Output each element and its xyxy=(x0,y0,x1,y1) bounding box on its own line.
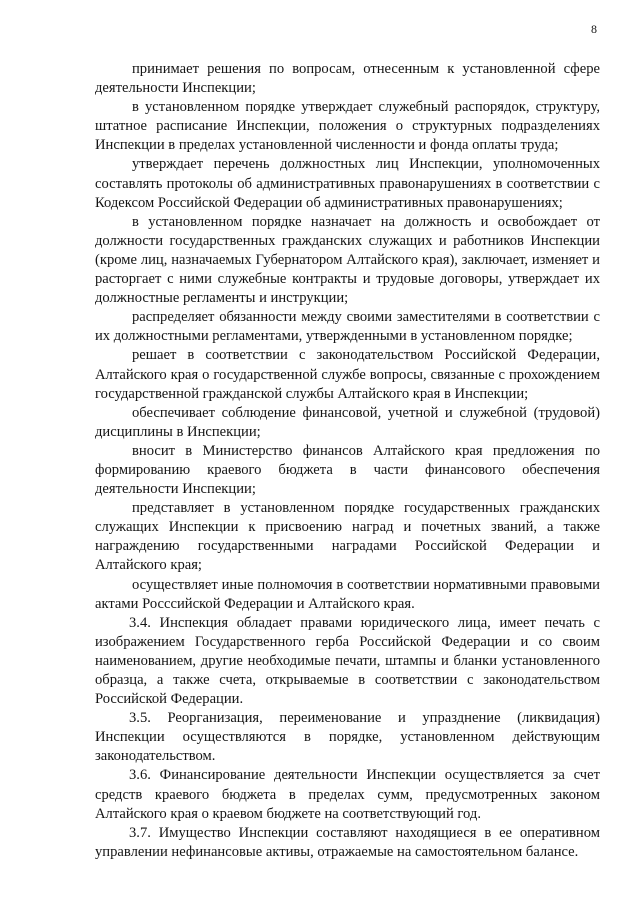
paragraph-3-7-property: 3.7. Имущество Инспекции составляют находящиеся в ее оперативном управлении нефинансовые активы, отражаемые на самостоятельном балансе. xyxy=(95,824,600,860)
paragraph-staff-schedule: в установленном порядке утверждает служебный распорядок, структуру, штатное расписание Инспекции, положения о структурных подразделениях Инспекции в пределах установленной численности и фонда оплаты труда; xyxy=(95,99,600,154)
document-body xyxy=(95,60,600,862)
paragraph-other-powers: осуществляет иные полномочия в соответствии нормативными правовыми актами Росссийской Федерации и Алтайского края. xyxy=(95,576,600,612)
paragraph-3-5-reorganization: 3.5. Реорганизация, переименование и упразднение (ликвидация) Инспекции осуществляются в порядке, установленном действующим законодательством. xyxy=(95,710,600,765)
paragraph-awards: представляет в установленном порядке государственных гражданских служащих Инспекции к присвоению наград и почетных званий, а также награждению государственными наградами Российской Федерации и Алтайского края; xyxy=(95,500,600,574)
paragraph-discipline: обеспечивает соблюдение финансовой, учетной и служебной (трудовой) дисциплины в Инспекции; xyxy=(95,404,600,440)
paragraph-3-6-financing: 3.6. Финансирование деятельности Инспекции осуществляется за счет средств краевого бюджета в пределах сумм, предусмотренных законом Алтайского края о краевом бюджете на соответствующий год. xyxy=(95,767,600,822)
paragraph-3-4-legal-entity: 3.4. Инспекция обладает правами юридического лица, имеет печать с изображением Государственного герба Российской Федерации и со своим наименованием, другие необходимые печати, штампы и бланки установленного образца, а также счета, открываемые в соответствии с законодательством Российской Федерации. xyxy=(95,614,600,708)
paragraph-decisions: принимает решения по вопросам, отнесенным к установленной сфере деятельности Инспекции; xyxy=(95,61,600,97)
paragraph-deputy-duties: распределяет обязанности между своими заместителями в соответствии с их должностными регламентами, утвержденными в установленном порядке; xyxy=(95,309,600,345)
paragraph-civil-service: решает в соответствии с законодательством Российской Федерации, Алтайского края о государственной службе вопросы, связанные с прохождением государственной гражданской службы Алтайского края в Инспекции; xyxy=(95,347,600,402)
paragraph-budget-proposals: вносит в Министерство финансов Алтайского края предложения по формированию краевого бюджета в части финансового обеспечения деятельности Инспекции; xyxy=(95,442,600,498)
page-number: 8 xyxy=(591,22,597,36)
paragraph-appointments: в установленном порядке назначает на должность и освобождает от должности государственных гражданских служащих и работников Инспекции (кроме лиц, назначаемых Губернатором Алтайского края), заключает, изменяет и расторгает с ними служебные контракты и трудовые договоры, утверждает их должностные регламенты и инструкции; xyxy=(95,213,600,307)
paragraph-protocol-officials: утверждает перечень должностных лиц Инспекции, уполномоченных составлять протоколы об административных правонарушениях в соответствии с Кодексом Российской Федерации об административных правонарушениях; xyxy=(95,156,600,211)
